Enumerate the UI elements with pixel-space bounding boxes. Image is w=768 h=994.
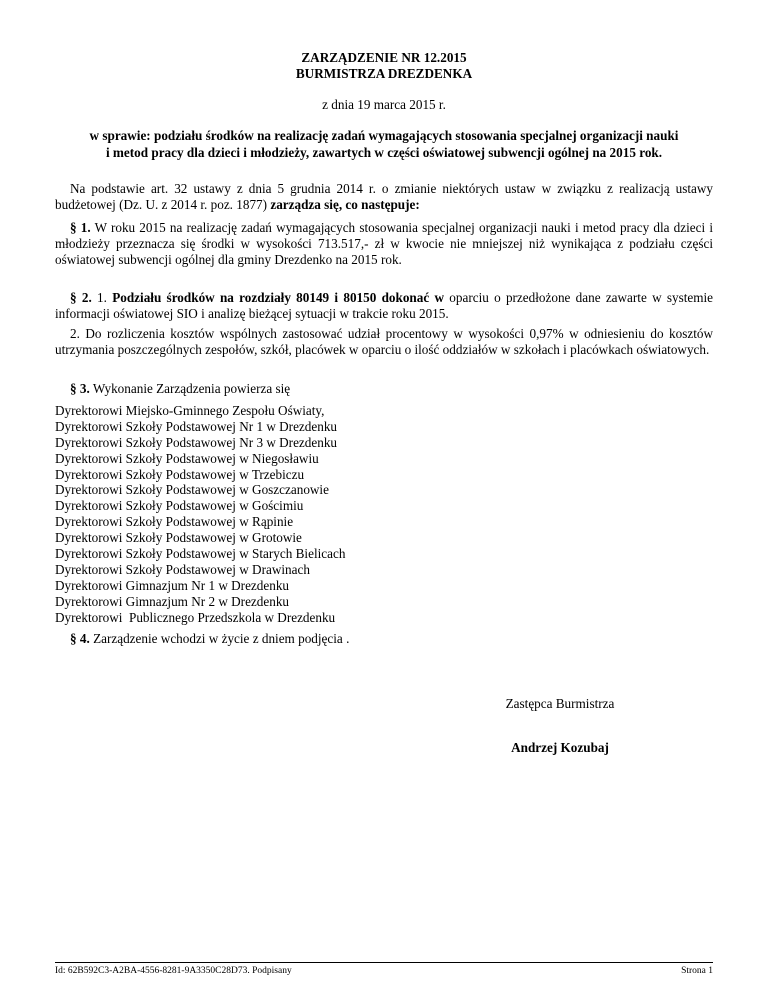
- recipient-item: Dyrektorowi Szkoły Podstawowej w Drawinach: [55, 561, 310, 577]
- signature-role: Zastępca Burmistrza: [505, 696, 615, 711]
- section-2-point-2: 2. Do rozliczenia kosztów wspólnych zastosować udział procentowy w wysokości 0,97% w odniesieniu do kosztów utrzymania poszczególnych zespołów, szkół, placówek w oparciu o ilość oddziałów w szkołach i placówkach oświatowych.: [55, 326, 713, 357]
- document-subject: [55, 127, 713, 161]
- recipient-item: Dyrektorowi Gimnazjum Nr 1 w Drezdenku: [55, 577, 290, 593]
- recipient-item: Dyrektorowi Publicznego Przedszkola w Drezdenku: [55, 609, 336, 625]
- section-2-point-number: 1.: [91, 290, 113, 305]
- legal-basis-paragraph: [55, 181, 713, 213]
- legal-basis-text: Na podstawie art. 32 ustawy z dnia 5 grudnia 2014 r. o zmianie niektórych ustaw w związku z realizacją ustawy budżetowej (Dz. U. z 2014 r. poz. 1877): [55, 181, 713, 212]
- footer-divider: [55, 962, 713, 963]
- recipient-item: Dyrektorowi Szkoły Podstawowej w Niegosławiu: [55, 450, 319, 466]
- recipient-item: Dyrektorowi Gimnazjum Nr 2 w Drezdenku: [55, 593, 290, 609]
- section-3-text: Wykonanie Zarządzenia powierza się: [89, 381, 291, 396]
- legal-basis-decree: zarządza się, co następuje:: [270, 197, 420, 212]
- recipient-item: Dyrektorowi Miejsko-Gminnego Zespołu Oświaty,: [55, 403, 325, 418]
- section-4-paragraph: [55, 631, 713, 647]
- section-1-label: § 1.: [70, 220, 91, 235]
- section-1-text: W roku 2015 na realizację zadań wymagających stosowania specjalnej organizacji nauki i metod pracy dla dzieci i młodzieży przeznacza się środki w wysokości 713.517,- zł w kwocie nie mniejszej niż wynikająca z podziału części oświatowej subwencji ogólnej dla gminy Drezdenko na 2015 rok.: [55, 220, 713, 267]
- section-1-paragraph: [55, 220, 713, 268]
- section-2-paragraph: [55, 290, 713, 322]
- subject-line-1: w sprawie: podziału środków na realizację zadań wymagających stosowania specjalnej organizacji nauki: [89, 128, 679, 143]
- recipient-item: Dyrektorowi Szkoły Podstawowej Nr 1 w Drezdenku: [55, 418, 338, 434]
- document-issuer: BURMISTRZA DREZDENKA: [295, 66, 473, 81]
- section-2-bold-text: Podziału środków na rozdziały 80149 i 80150 dokonać w: [112, 290, 445, 305]
- section-4-label: § 4.: [70, 631, 90, 646]
- subject-line-2: i metod pracy dla dzieci i młodzieży, zawartych w części oświatowej subwencji ogólnej na 2015 rok.: [105, 145, 663, 160]
- recipient-item: Dyrektorowi Szkoły Podstawowej w Grotowie: [55, 530, 302, 546]
- signature-name: Andrzej Kozubaj: [511, 740, 609, 755]
- section-2-text: oparciu o przedłożone dane zawarte w systemie informacji oświatowej SIO i analizę bieżącej sytuacji w trakcie roku 2015.: [55, 290, 714, 321]
- section-2-label: § 2.: [70, 290, 92, 305]
- recipient-item: Dyrektorowi Szkoły Podstawowej w Starych Bielicach: [55, 546, 346, 562]
- recipients-list: [55, 403, 713, 625]
- document-date: z dnia 19 marca 2015 r.: [322, 97, 446, 112]
- footer-page-number: Strona 1: [681, 966, 713, 976]
- recipient-item: Dyrektorowi Szkoły Podstawowej Nr 3 w Drezdenku: [55, 434, 338, 450]
- document-title: ZARZĄDZENIE NR 12.2015: [301, 50, 467, 65]
- section-3-label: § 3.: [70, 381, 90, 396]
- recipient-item: Dyrektorowi Szkoły Podstawowej w Gościmiu: [55, 498, 304, 514]
- recipient-item: Dyrektorowi Szkoły Podstawowej w Trzebiczu: [55, 466, 305, 482]
- recipient-item: Dyrektorowi Szkoły Podstawowej w Rąpinie: [55, 514, 294, 530]
- section-4-text: Zarządzenie wchodzi w życie z dniem podjęcia .: [89, 631, 350, 646]
- section-3-paragraph: [55, 381, 713, 397]
- recipient-item: Dyrektorowi Szkoły Podstawowej w Goszczanowie: [55, 482, 329, 498]
- footer-document-id: Id: 62B592C3-A2BA-4556-8281-9A3350C28D73. Podpisany: [55, 966, 292, 976]
